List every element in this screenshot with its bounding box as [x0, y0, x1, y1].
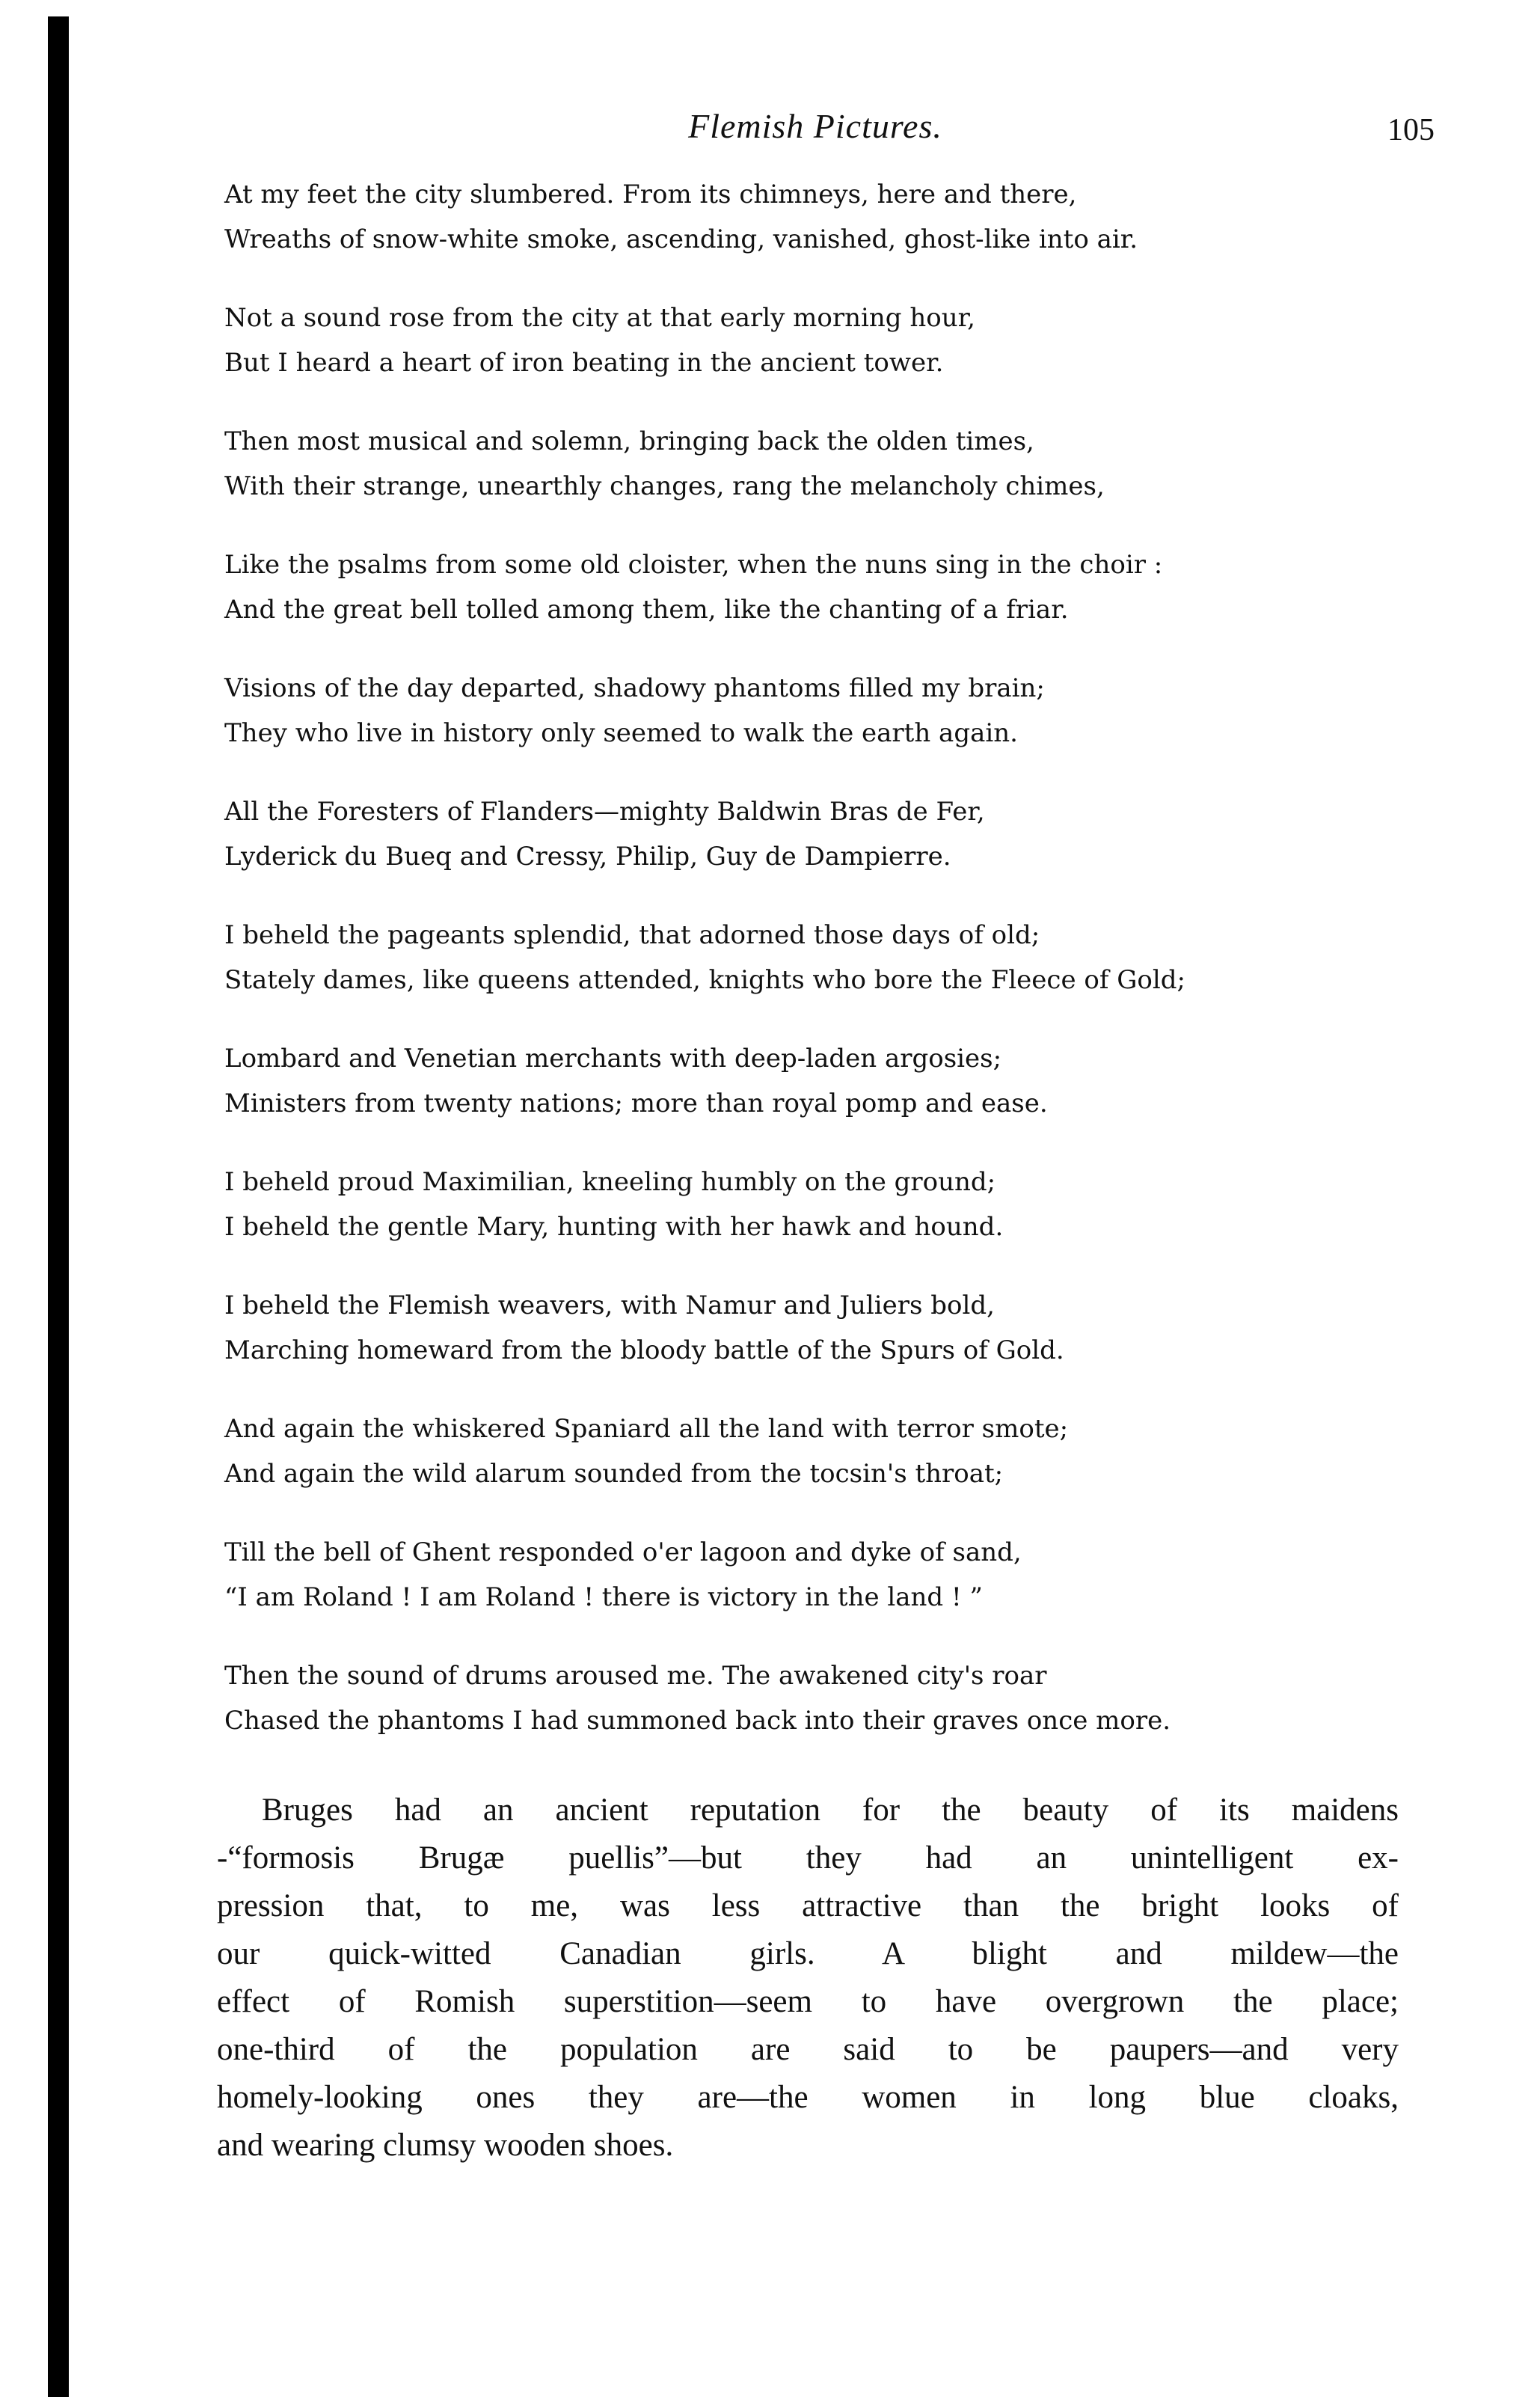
- verse-line: With their strange, unearthly changes, rang the melancholy chimes,: [224, 471, 1105, 501]
- verse-line: I beheld the pageants splendid, that adorned those days of old;: [224, 920, 1040, 950]
- verse-line: They who live in history only seemed to walk the earth again.: [224, 718, 1018, 748]
- verse-line: Till the bell of Ghent responded o'er lagoon and dyke of sand,: [224, 1537, 1022, 1567]
- verse-line: Stately dames, like queens attended, knights who bore the Fleece of Gold;: [224, 965, 1185, 995]
- verse-line: I beheld proud Maximilian, kneeling humbly on the ground;: [224, 1167, 996, 1197]
- stanza: [224, 666, 1414, 756]
- verse-line: Visions of the day departed, shadowy phantoms filled my brain;: [224, 673, 1045, 703]
- verse-line: At my feet the city slumbered. From its chimneys, here and there,: [224, 180, 1077, 209]
- stanza: [224, 419, 1414, 509]
- prose-line: and wearing clumsy wooden shoes.: [217, 2128, 674, 2163]
- verse-line: “I am Roland ! I am Roland ! there is victory in the land ! ”: [224, 1582, 983, 1612]
- stanza: [224, 913, 1414, 1002]
- stanza: [224, 1530, 1414, 1620]
- stanza: [224, 789, 1414, 879]
- verse-line: But I heard a heart of iron beating in the ancient tower.: [224, 348, 944, 378]
- running-head-title: Flemish Pictures.: [688, 107, 942, 145]
- verse-line: Lyderick du Bueq and Cressy, Philip, Guy de Dampierre.: [224, 842, 951, 872]
- verse-line: Lombard and Venetian merchants with deep-laden argosies;: [224, 1044, 1002, 1074]
- stanza: [224, 542, 1414, 632]
- verse-line: Marching homeward from the bloody battle of the Spurs of Gold.: [224, 1335, 1064, 1365]
- prose-line: Bruges had an ancient reputation for the beauty of its maidens: [262, 1793, 1399, 1828]
- prose-line: pression that, to me, was less attractive than the bright looks of: [217, 1888, 1399, 1923]
- verse-line: Wreaths of snow-white smoke, ascending, vanished, ghost-like into air.: [224, 224, 1138, 254]
- page-number: 105: [1387, 113, 1435, 147]
- stanza: [224, 296, 1414, 385]
- stanza: [224, 1283, 1414, 1373]
- running-head: [217, 90, 1435, 172]
- prose-paragraph: [217, 1787, 1399, 2170]
- stanza: [224, 1406, 1414, 1496]
- verse-line: I beheld the Flemish weavers, with Namur and Juliers bold,: [224, 1291, 995, 1320]
- verse-line: Ministers from twenty nations; more than royal pomp and ease.: [224, 1089, 1048, 1118]
- verse-line: I beheld the gentle Mary, hunting with her hawk and hound.: [224, 1212, 1004, 1242]
- poem: [224, 172, 1414, 1743]
- verse-line: Not a sound rose from the city at that early morning hour,: [224, 303, 975, 333]
- verse-line: And again the whiskered Spaniard all the land with terror smote;: [224, 1414, 1069, 1444]
- prose-line: one-third of the population are said to be paupers—and very: [217, 2032, 1399, 2067]
- book-page: [217, 90, 1435, 2170]
- verse-line: Like the psalms from some old cloister, when the nuns sing in the choir :: [224, 550, 1163, 580]
- stanza: [224, 1653, 1414, 1743]
- prose-line: our quick-witted Canadian girls. A blight and mildew—the: [217, 1936, 1399, 1971]
- verse-line: Chased the phantoms I had summoned back into their graves once more.: [224, 1706, 1171, 1736]
- prose-line: homely-looking ones they are—the women in long blue cloaks,: [217, 2080, 1399, 2115]
- stanza: [224, 1036, 1414, 1126]
- verse-line: All the Foresters of Flanders—mighty Baldwin Bras de Fer,: [224, 797, 985, 827]
- binding-edge: [48, 16, 69, 2397]
- stanza: [224, 1160, 1414, 1249]
- prose-line: -“formosis Brugæ puellis”—but they had an unintelligent ex-: [217, 1840, 1399, 1876]
- verse-line: Then the sound of drums aroused me. The awakened city's roar: [224, 1661, 1047, 1691]
- verse-line: And again the wild alarum sounded from the tocsin's throat;: [224, 1459, 1004, 1489]
- verse-line: And the great bell tolled among them, like the chanting of a friar.: [224, 595, 1069, 625]
- verse-line: Then most musical and solemn, bringing back the olden times,: [224, 426, 1034, 456]
- prose-line: effect of Romish superstition—seem to have overgrown the place;: [217, 1984, 1399, 2019]
- stanza: [224, 172, 1414, 262]
